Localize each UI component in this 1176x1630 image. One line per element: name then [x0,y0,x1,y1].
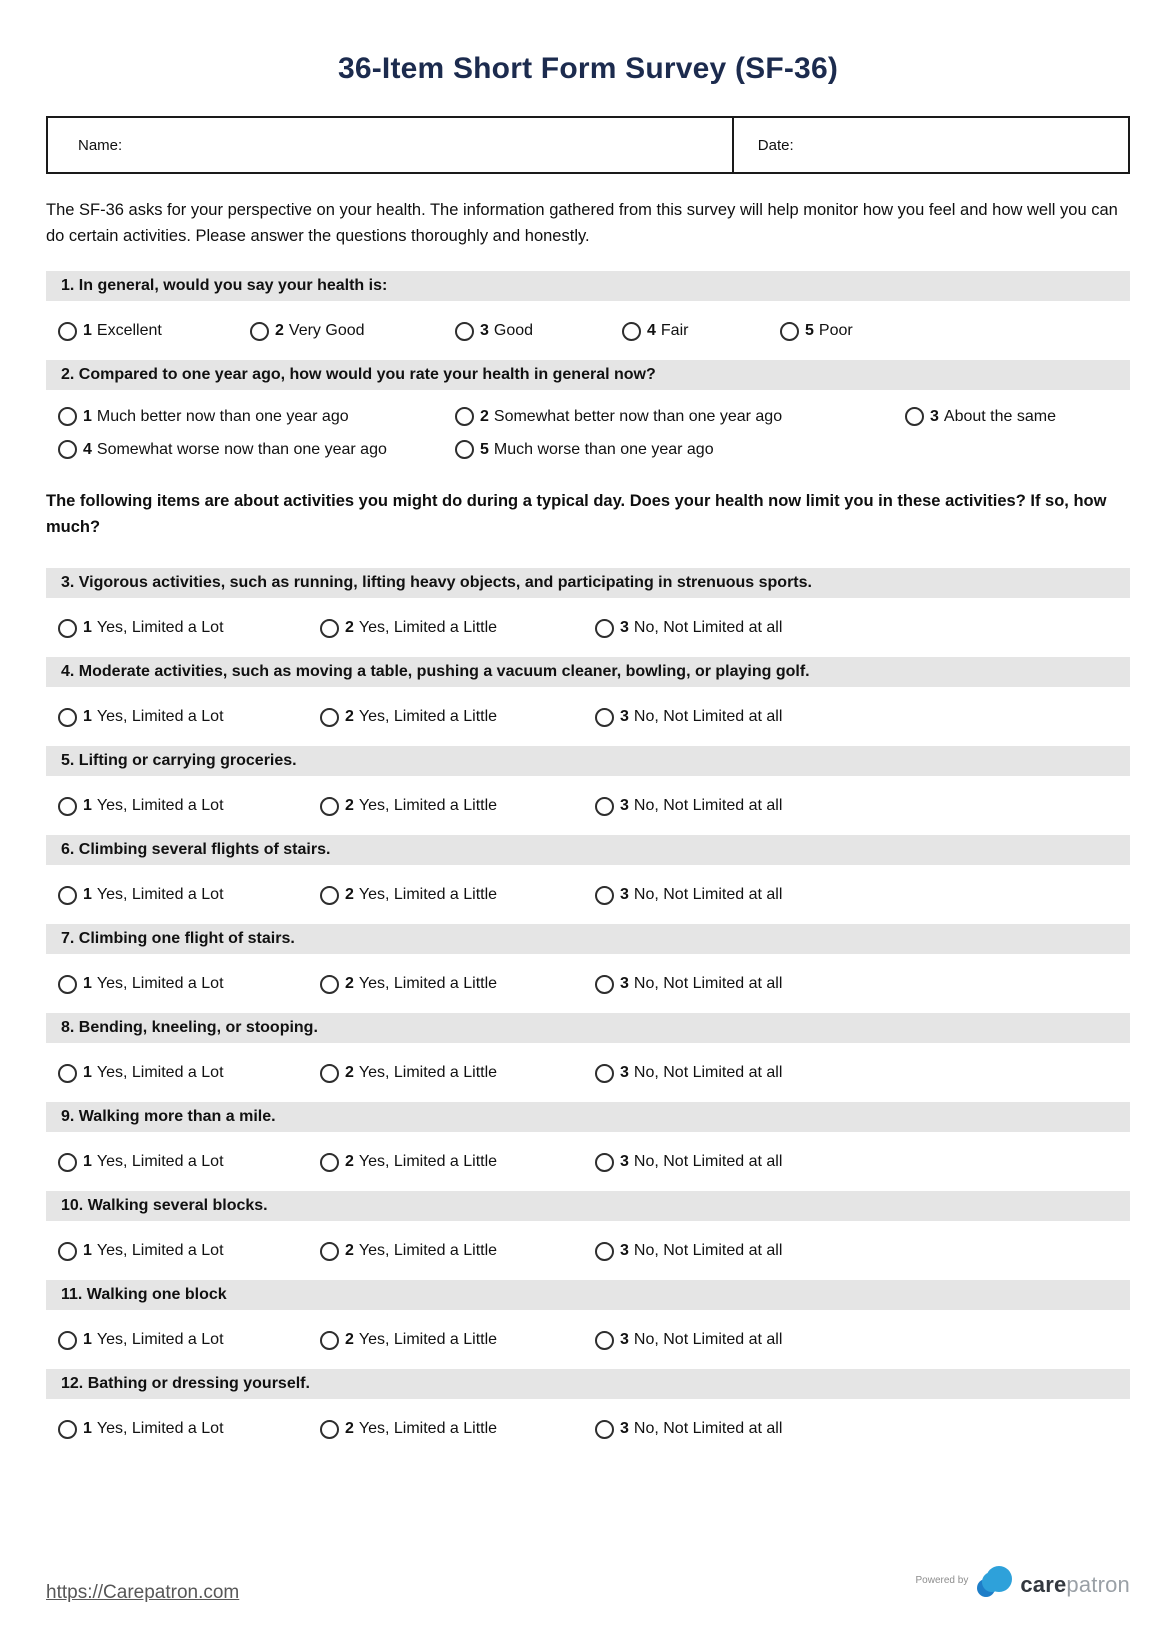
question-block [46,360,1130,459]
option-label: Yes, Limited a Lot [96,1420,224,1438]
radio-option[interactable] [320,1331,595,1350]
question-block [46,1280,1130,1353]
radio-icon[interactable] [58,440,77,459]
radio-option[interactable] [905,407,1130,426]
radio-option[interactable] [595,619,782,638]
radio-option[interactable] [250,322,455,341]
radio-option[interactable] [455,440,905,459]
question-options [46,1416,1130,1442]
question-options [46,407,1130,459]
question-header [46,1280,1130,1310]
page-title: 36-Item Short Form Survey (SF-36) [337,52,839,85]
option-number: 3 [620,1420,629,1438]
option-number: 5 [480,440,489,458]
question-options [46,1327,1130,1353]
radio-icon[interactable] [58,407,77,426]
option-number: 1 [83,886,92,904]
powered-by [916,1565,1130,1604]
option-label: No, Not Limited at all [633,1153,783,1171]
question-options [46,1238,1130,1264]
name-label: Name: [78,136,123,154]
question-block [46,568,1130,641]
option-number: 3 [930,407,939,425]
radio-option[interactable] [320,975,595,994]
radio-option[interactable] [320,1153,595,1172]
question-header [46,271,1130,301]
question-block [46,924,1130,997]
question-options [46,793,1130,819]
radio-icon[interactable] [622,322,641,341]
radio-option[interactable] [58,1064,320,1083]
radio-option[interactable] [622,322,780,341]
option-label: Yes, Limited a Little [358,886,498,904]
option-number: 2 [480,407,489,425]
option-number: 3 [620,1153,629,1171]
radio-option[interactable] [595,1064,782,1083]
radio-icon[interactable] [58,619,77,638]
radio-icon[interactable] [58,1331,77,1350]
radio-option[interactable] [58,1242,320,1261]
question-block [46,271,1130,344]
radio-icon[interactable] [320,619,339,638]
question-options [46,1149,1130,1175]
radio-icon[interactable] [320,1153,339,1172]
question-block [46,1102,1130,1175]
radio-option[interactable] [58,619,320,638]
option-label: No, Not Limited at all [633,1064,783,1082]
radio-icon[interactable] [320,886,339,905]
option-label: Yes, Limited a Little [358,1153,498,1171]
brand-patron: patron [1066,1571,1130,1597]
option-number: 3 [620,886,629,904]
option-label: No, Not Limited at all [633,886,783,904]
question-label: 12. Bathing or dressing yourself. [61,1375,310,1393]
radio-option[interactable] [595,975,782,994]
question-header [46,746,1130,776]
option-number: 4 [647,322,656,340]
carepatron-wordmark [1020,1572,1130,1598]
radio-option[interactable] [58,708,320,727]
question-header [46,360,1130,390]
option-label: Yes, Limited a Little [358,708,498,726]
option-number: 2 [345,619,354,637]
question-header [46,924,1130,954]
option-number: 1 [83,407,92,425]
radio-option[interactable] [595,886,782,905]
carepatron-logo-icon [976,1565,1014,1604]
option-number: 1 [83,322,92,340]
option-label: No, Not Limited at all [633,797,783,815]
radio-icon[interactable] [58,1153,77,1172]
radio-option[interactable] [320,1242,595,1261]
radio-icon[interactable] [595,1420,614,1439]
option-label: Much worse than one year ago [493,440,714,458]
option-label: No, Not Limited at all [633,1420,783,1438]
radio-icon[interactable] [595,886,614,905]
option-label: Yes, Limited a Little [358,1064,498,1082]
question-label: 3. Vigorous activities, such as running, lifting heavy objects, and participating in strenuous sports. [61,574,812,592]
name-date-box [46,116,1130,174]
radio-icon[interactable] [455,407,474,426]
question-block [46,1369,1130,1442]
option-number: 1 [83,797,92,815]
question-options [46,704,1130,730]
radio-icon[interactable] [595,708,614,727]
radio-option[interactable] [595,797,782,816]
radio-icon[interactable] [320,797,339,816]
option-number: 1 [83,975,92,993]
option-label: Yes, Limited a Little [358,975,498,993]
option-number: 3 [620,975,629,993]
radio-icon[interactable] [320,975,339,994]
radio-icon[interactable] [320,708,339,727]
option-label: Yes, Limited a Little [358,619,498,637]
radio-icon[interactable] [455,440,474,459]
radio-icon[interactable] [595,975,614,994]
option-number: 4 [83,440,92,458]
radio-option[interactable] [595,1242,782,1261]
radio-option[interactable] [455,407,905,426]
option-label: About the same [943,407,1056,425]
intro-text: The SF-36 asks for your perspective on your health. The information gathered from this survey will help monitor how you feel and how well you can do certain activities. Please answer the questions thoroughly and honestly. [46,201,1118,245]
radio-icon[interactable] [595,1153,614,1172]
question-label: 10. Walking several blocks. [61,1197,268,1215]
option-number: 3 [620,619,629,637]
option-number: 1 [83,1153,92,1171]
option-label: No, Not Limited at all [633,619,783,637]
radio-option[interactable] [58,440,455,459]
option-number: 3 [620,708,629,726]
option-number: 1 [83,619,92,637]
option-number: 2 [345,975,354,993]
option-number: 2 [345,1153,354,1171]
question-label: 4. Moderate activities, such as moving a table, pushing a vacuum cleaner, bowling, or playing golf. [61,663,810,681]
radio-option[interactable] [58,407,455,426]
radio-option[interactable] [595,708,782,727]
option-label: Yes, Limited a Lot [96,1064,224,1082]
radio-icon[interactable] [58,708,77,727]
radio-icon[interactable] [250,322,269,341]
question-header [46,1102,1130,1132]
option-number: 2 [345,1064,354,1082]
radio-icon[interactable] [320,1242,339,1261]
radio-icon[interactable] [595,1331,614,1350]
option-label: Poor [818,322,853,340]
radio-icon[interactable] [58,1420,77,1439]
option-number: 1 [83,1064,92,1082]
radio-option[interactable] [320,797,595,816]
radio-icon[interactable] [905,407,924,426]
question-options [46,1060,1130,1086]
radio-icon[interactable] [58,1242,77,1261]
radio-option[interactable] [58,886,320,905]
option-number: 3 [620,1064,629,1082]
option-label: Yes, Limited a Little [358,797,498,815]
option-label: Yes, Limited a Lot [96,1153,224,1171]
option-label: Somewhat better now than one year ago [493,407,783,425]
option-number: 2 [275,322,284,340]
option-label: Yes, Limited a Lot [96,708,224,726]
option-number: 3 [480,322,489,340]
radio-icon[interactable] [455,322,474,341]
date-field[interactable] [734,118,1128,172]
radio-icon[interactable] [320,1064,339,1083]
radio-option[interactable] [780,322,853,341]
question-options [46,615,1130,641]
option-number: 2 [345,1242,354,1260]
powered-by-label: Powered by [915,1575,969,1586]
radio-icon[interactable] [595,1242,614,1261]
radio-icon[interactable] [58,797,77,816]
question-label: 7. Climbing one flight of stairs. [61,930,295,948]
option-label: Yes, Limited a Lot [96,1331,224,1349]
radio-icon[interactable] [595,619,614,638]
question-label: 5. Lifting or carrying groceries. [61,752,297,770]
questions-activities-section [46,568,1130,1458]
option-label: Yes, Limited a Lot [96,797,224,815]
question-label: 6. Climbing several flights of stairs. [61,841,331,859]
radio-option[interactable] [58,322,250,341]
option-number: 3 [620,1331,629,1349]
question-label: 2. Compared to one year ago, how would you rate your health in general now? [61,366,656,384]
radio-option[interactable] [320,886,595,905]
radio-icon[interactable] [58,1064,77,1083]
question-label: 9. Walking more than a mile. [61,1108,276,1126]
question-header [46,1013,1130,1043]
option-label: No, Not Limited at all [633,1242,783,1260]
option-label: Yes, Limited a Little [358,1420,498,1438]
question-label: 1. In general, would you say your health is: [61,277,388,295]
brand-care: care [1020,1571,1067,1597]
name-field[interactable] [48,118,734,172]
radio-icon[interactable] [320,1331,339,1350]
question-header [46,657,1130,687]
option-number: 1 [83,1242,92,1260]
radio-option[interactable] [595,1420,782,1439]
footer-link[interactable]: https://Carepatron.com [46,1582,240,1603]
option-label: Yes, Limited a Lot [96,1242,224,1260]
radio-option[interactable] [58,797,320,816]
option-label: Yes, Limited a Lot [96,975,224,993]
radio-icon[interactable] [780,322,799,341]
option-number: 2 [345,1331,354,1349]
question-block [46,835,1130,908]
option-label: No, Not Limited at all [633,975,783,993]
radio-icon[interactable] [58,322,77,341]
option-label: Yes, Limited a Little [358,1331,498,1349]
page-footer [46,1565,1130,1604]
section-note: The following items are about activities you might do during a typical day. Does your health now limit you in these activities? If so, how much? [46,492,1107,536]
radio-option[interactable] [58,1331,320,1350]
option-label: Yes, Limited a Lot [96,619,224,637]
question-block [46,1191,1130,1264]
questions-top-section [46,271,1130,475]
radio-option[interactable] [320,619,595,638]
option-number: 1 [83,1420,92,1438]
option-label: Much better now than one year ago [96,407,349,425]
option-number: 2 [345,1420,354,1438]
radio-icon[interactable] [595,1064,614,1083]
radio-option[interactable] [320,1420,595,1439]
option-label: Good [493,322,534,340]
question-label: 8. Bending, kneeling, or stooping. [61,1019,318,1037]
radio-icon[interactable] [595,797,614,816]
radio-option[interactable] [455,322,622,341]
radio-option[interactable] [58,1420,320,1439]
option-label: No, Not Limited at all [633,708,783,726]
option-label: No, Not Limited at all [633,1331,783,1349]
radio-option[interactable] [58,975,320,994]
option-label: Excellent [96,322,162,340]
question-options [46,318,1130,344]
radio-icon[interactable] [58,975,77,994]
question-header [46,1191,1130,1221]
option-number: 1 [83,1331,92,1349]
option-label: Yes, Limited a Little [358,1242,498,1260]
question-header [46,568,1130,598]
question-block [46,657,1130,730]
option-number: 2 [345,886,354,904]
radio-option[interactable] [595,1331,782,1350]
question-header [46,1369,1130,1399]
question-options [46,882,1130,908]
question-block [46,1013,1130,1086]
option-number: 3 [620,1242,629,1260]
option-number: 5 [805,322,814,340]
option-label: Fair [660,322,689,340]
question-label: 11. Walking one block [61,1286,227,1304]
radio-option[interactable] [320,708,595,727]
option-label: Very Good [288,322,365,340]
radio-option[interactable] [595,1153,782,1172]
radio-option[interactable] [320,1064,595,1083]
question-header [46,835,1130,865]
option-number: 1 [83,708,92,726]
radio-icon[interactable] [58,886,77,905]
option-label: Yes, Limited a Lot [96,886,224,904]
radio-option[interactable] [58,1153,320,1172]
question-options [46,971,1130,997]
option-number: 2 [345,797,354,815]
radio-icon[interactable] [320,1420,339,1439]
option-number: 2 [345,708,354,726]
option-label: Somewhat worse now than one year ago [96,440,387,458]
question-block [46,746,1130,819]
date-label: Date: [757,136,794,154]
option-number: 3 [620,797,629,815]
